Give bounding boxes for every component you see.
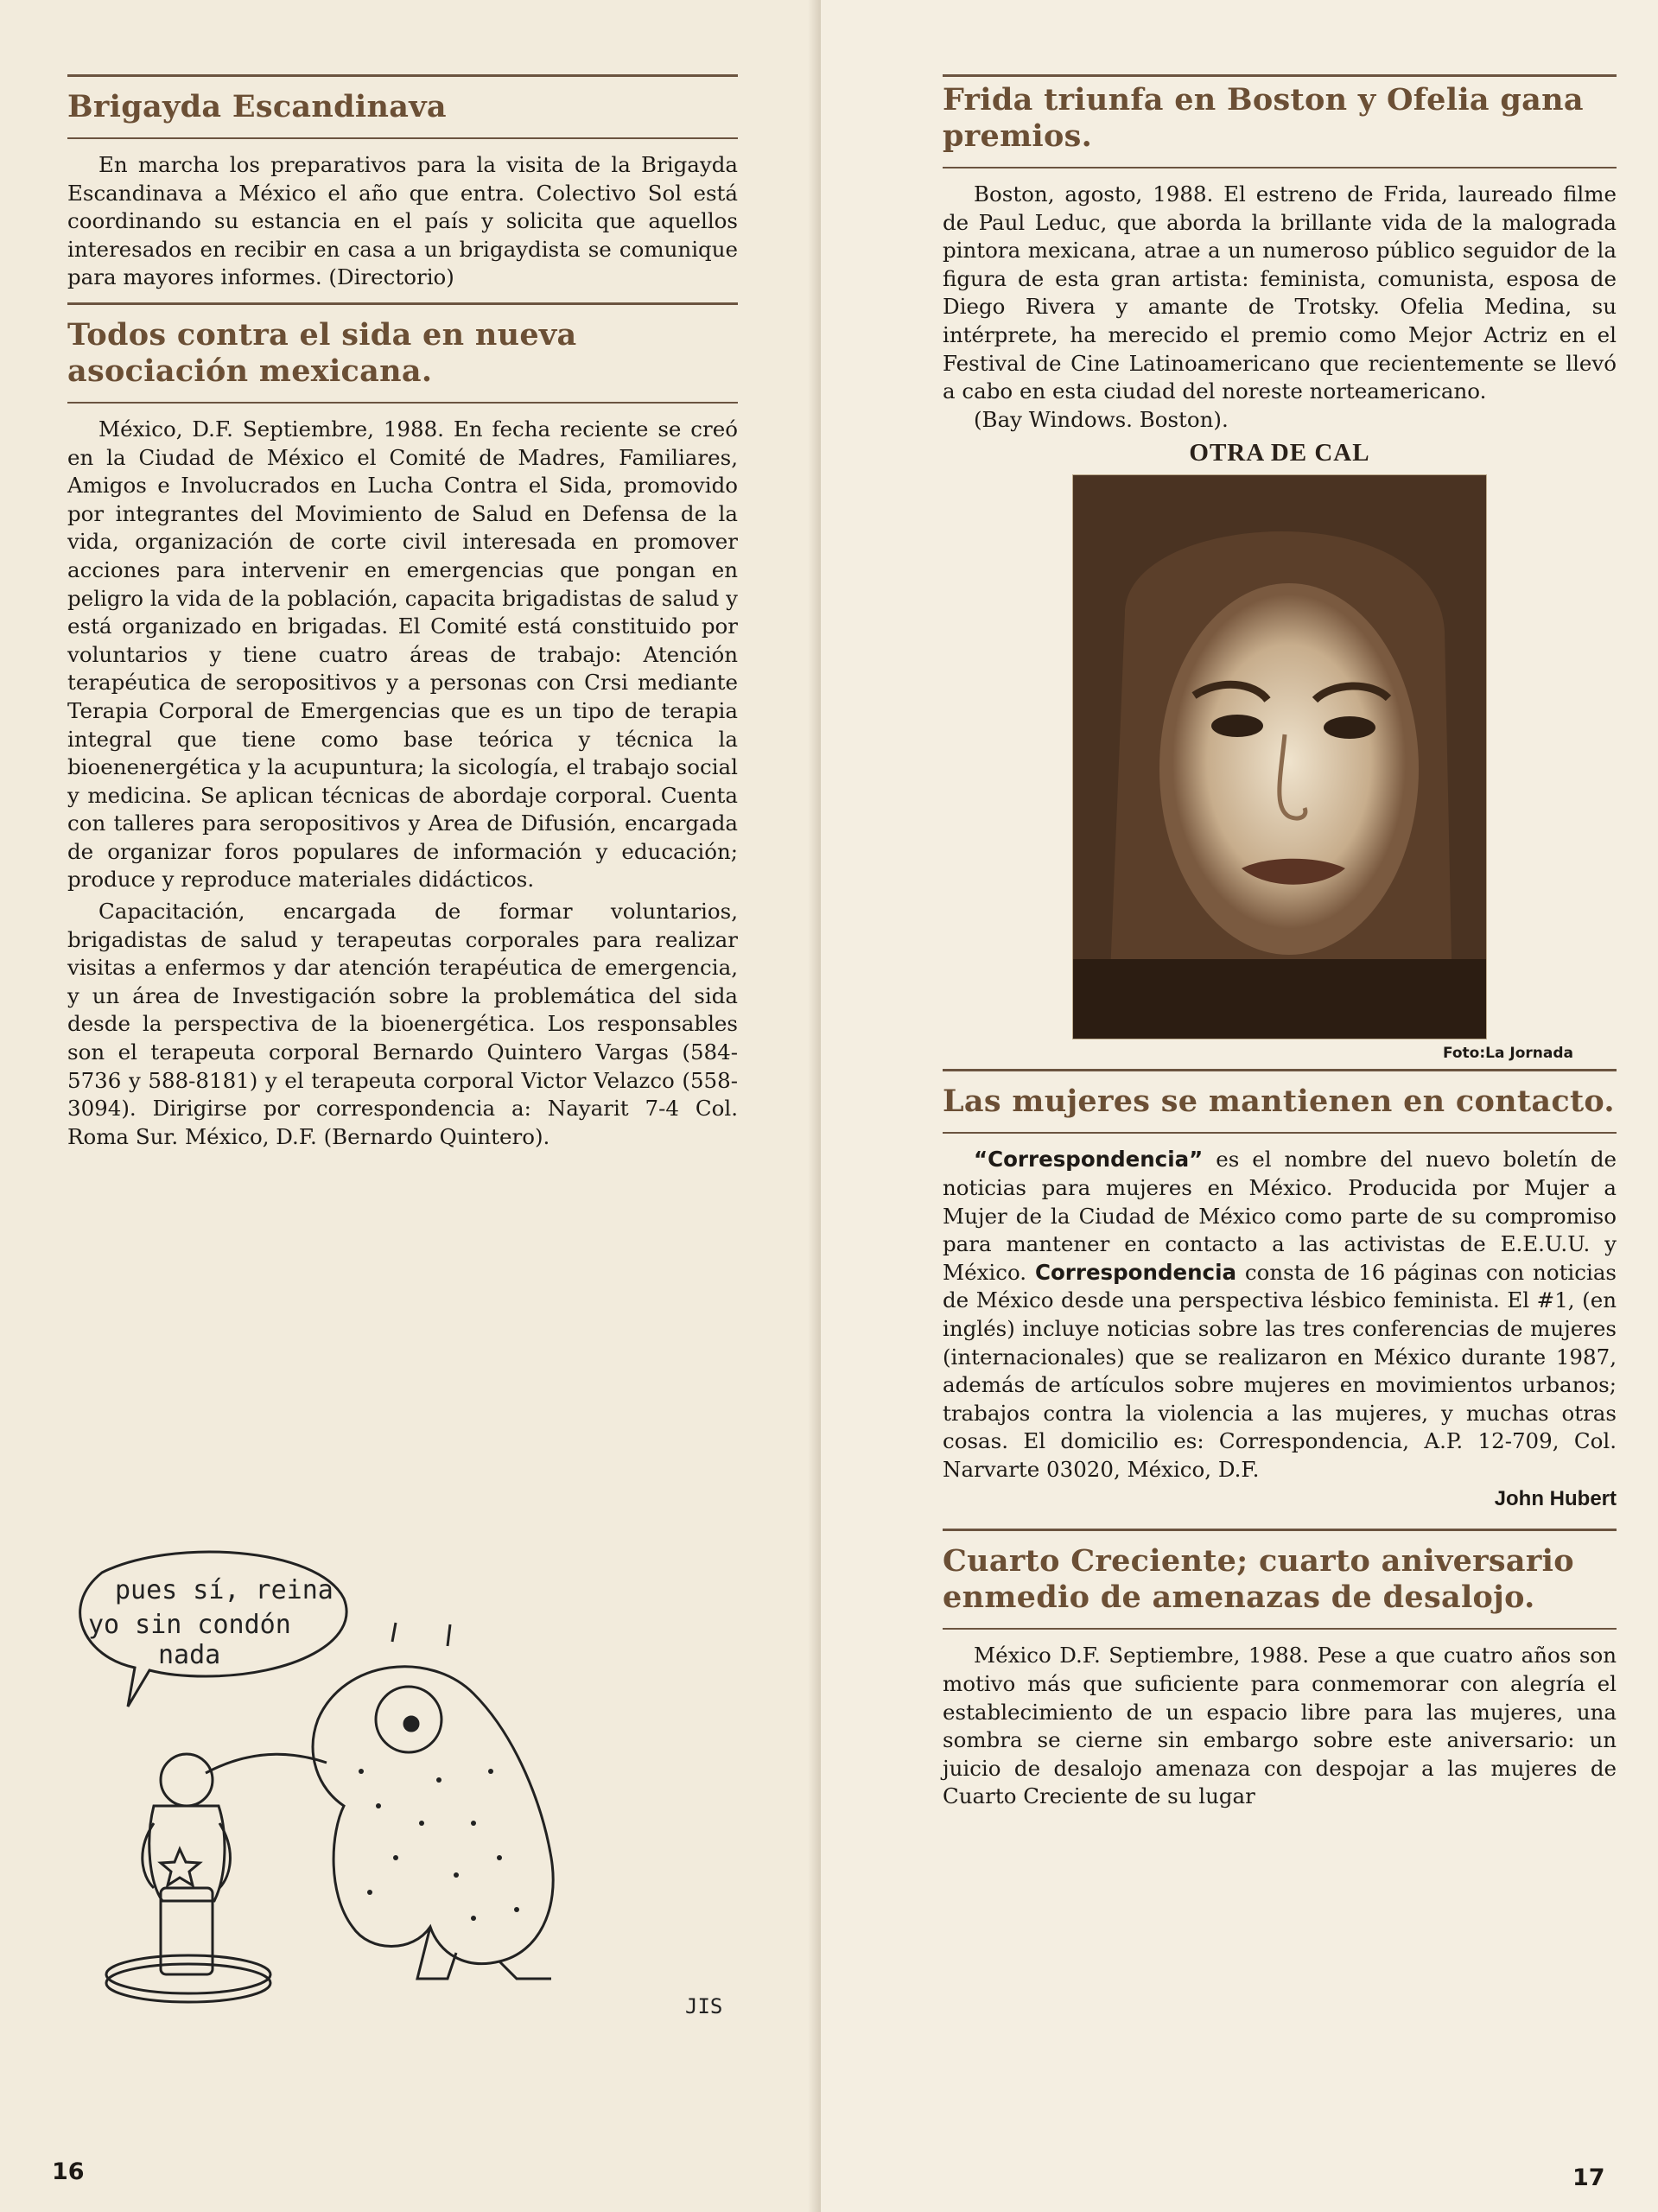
divider — [943, 74, 1617, 77]
article-title-sida: Todos contra el sida en nueva asociación mexicana. — [67, 316, 577, 389]
author-signature: John Hubert — [1494, 1487, 1617, 1511]
portrait-image — [1073, 475, 1486, 1039]
article-text: es el nombre del nuevo boletín de noticias para mujeres en México. Producida por Mujer a Mujer de la Ciudad de México como parte de su compromiso para mantener en contacto a las activistas de E.E.U.U. y México. — [943, 1147, 1617, 1285]
page-number-left: 16 — [52, 2158, 85, 2185]
article-body-sida-2: Capacitación, encargada de formar voluntarios, brigadistas de salud y terapeutas corporales para realizar visitas a enfermos y dar atención terapéutica de emergencia, y un área de Investigación sobre la problemática del sida desde la perspectiva de la bioenergética. Los responsables son el terapeuta corporal Bernardo Quintero Vargas (584-5736 y 588-8181) y el terapeuta corporal Victor Velazco (558-3094). Dirigirse por correspondencia a: Nayarit 7-4 Col. Roma Sur. México, D.F. (Bernardo Quintero). — [67, 899, 738, 1149]
texture-dots — [359, 1769, 519, 1921]
article-title-frida: Frida triunfa en Boston y Ofelia gana premios. — [943, 82, 1584, 154]
article-body-mujeres — [943, 1146, 1617, 1484]
article-body-brigayda: En marcha los preparativos para la visita de la Brigayda Escandinava a México el año que entra. Colectivo Sol está coordinando su estancia en el país y solicita que aquellos interesados en recibir en casa a un brigaydista se comunique para mayores informes. (Directorio) — [67, 152, 738, 290]
article-title-mujeres: Las mujeres se mantienen en contacto. — [943, 1084, 1615, 1120]
left-column — [67, 74, 738, 1151]
article-title-brigayda: Brigayda Escandinava — [67, 89, 447, 124]
creature-icon — [313, 1623, 553, 1979]
photo-credit: Foto:La Jornada — [1442, 1045, 1573, 1063]
speech-line-3: nada — [158, 1640, 221, 1670]
divider — [943, 1529, 1617, 1531]
divider — [67, 302, 738, 305]
newsletter-name: “Correspondencia” — [974, 1147, 1204, 1173]
article-body-cuarto: México D.F. Septiembre, 1988. Pese a que cuatro años son motivo más que suficiente para conmemorar con alegría el establecimiento de un espacio libre para las mujeres, una sombra se cierne sin embargo sobre este aniversario: un juicio de desalojo amenaza con despojar a las mujeres de Cuarto Creciente de su lugar — [943, 1643, 1617, 1809]
newsletter-name: Correspondencia — [1034, 1259, 1237, 1285]
small-character-icon — [106, 1754, 327, 2002]
divider — [943, 1069, 1617, 1071]
speech-line-1: pues sí, reina — [115, 1575, 334, 1605]
article-source-frida: (Bay Windows. Boston). — [974, 406, 1229, 432]
article-body-frida: Boston, agosto, 1988. El estreno de Frida, laureado filme de Paul Leduc, que aborda la brillante vida de la malograda pintora mexicana, atrae a un numeroso público seguidor de la figura de esta gran artista: feminista, comunista, esposa de Diego Rivera y amante de Trotsky. Ofelia Medina, su intérprete, ha merecido el premio como Mejor Actriz en el Festival de Cine Latinoamericano que recientemente se llevó a cabo en esta ciudad del noreste norteamericano. — [943, 181, 1617, 404]
photo-heading: OTRA DE CAL — [1189, 439, 1370, 467]
cartoonist-signature: JIS — [685, 1994, 723, 2018]
article-title-cuarto: Cuarto Creciente; cuarto aniversario enmedio de amenazas de desalojo. — [943, 1543, 1574, 1616]
divider — [67, 74, 738, 77]
portrait-photo — [1072, 474, 1487, 1039]
right-column — [943, 74, 1617, 1811]
article-body-sida-1: México, D.F. Septiembre, 1988. En fecha reciente se creó en la Ciudad de México el Comité de Madres, Familiares, Amigos e Involucrados en Lucha Contra el Sida, promovido por integrantes del Movimiento de Salud en Defensa de la vida, organización de corte civil interesada en promover acciones para intervenir en emergencias que pongan en peligro la vida de la población, capacita brigadistas de salud y está organizado en brigadas. El Comité está constituido por voluntarios y tiene cuatro áreas de trabajo: Atención terapéutica de seropositivos y a personas con Crsi mediante Terapia Corporal de Emergencias que es un tipo de terapia integral que tiene como base teórica y técnica la bioenenergética y la acupuntura; la sicología, el trabajo social y medicina. Se aplican técnicas de abordaje corporal. Cuenta con talleres para seropositivos y Area de Difusión, encargada de organizar foros populares de información y educación; produce y reproduce materiales didácticos. — [67, 416, 738, 893]
page-number-right: 17 — [1572, 2164, 1605, 2191]
left-page — [0, 0, 821, 2212]
article-text: consta de 16 páginas con noticias de México desde una perspectiva lésbico feminista. El #1, (en inglés) incluye noticias sobre las tres conferencias de mujeres (internacionales) que se realizaron en México durante 1987, además de artículos sobre mujeres en movimientos urbanos; trabajos contra la violencia a las mujeres, y muchas otras cosas. El domicilio es: Correspondencia, A.P. 12-709, Col. Narvarte 03020, México, D.F. — [943, 1259, 1617, 1482]
cartoon-illustration — [67, 1547, 741, 2031]
speech-line-2: yo sin condón — [88, 1610, 291, 1640]
